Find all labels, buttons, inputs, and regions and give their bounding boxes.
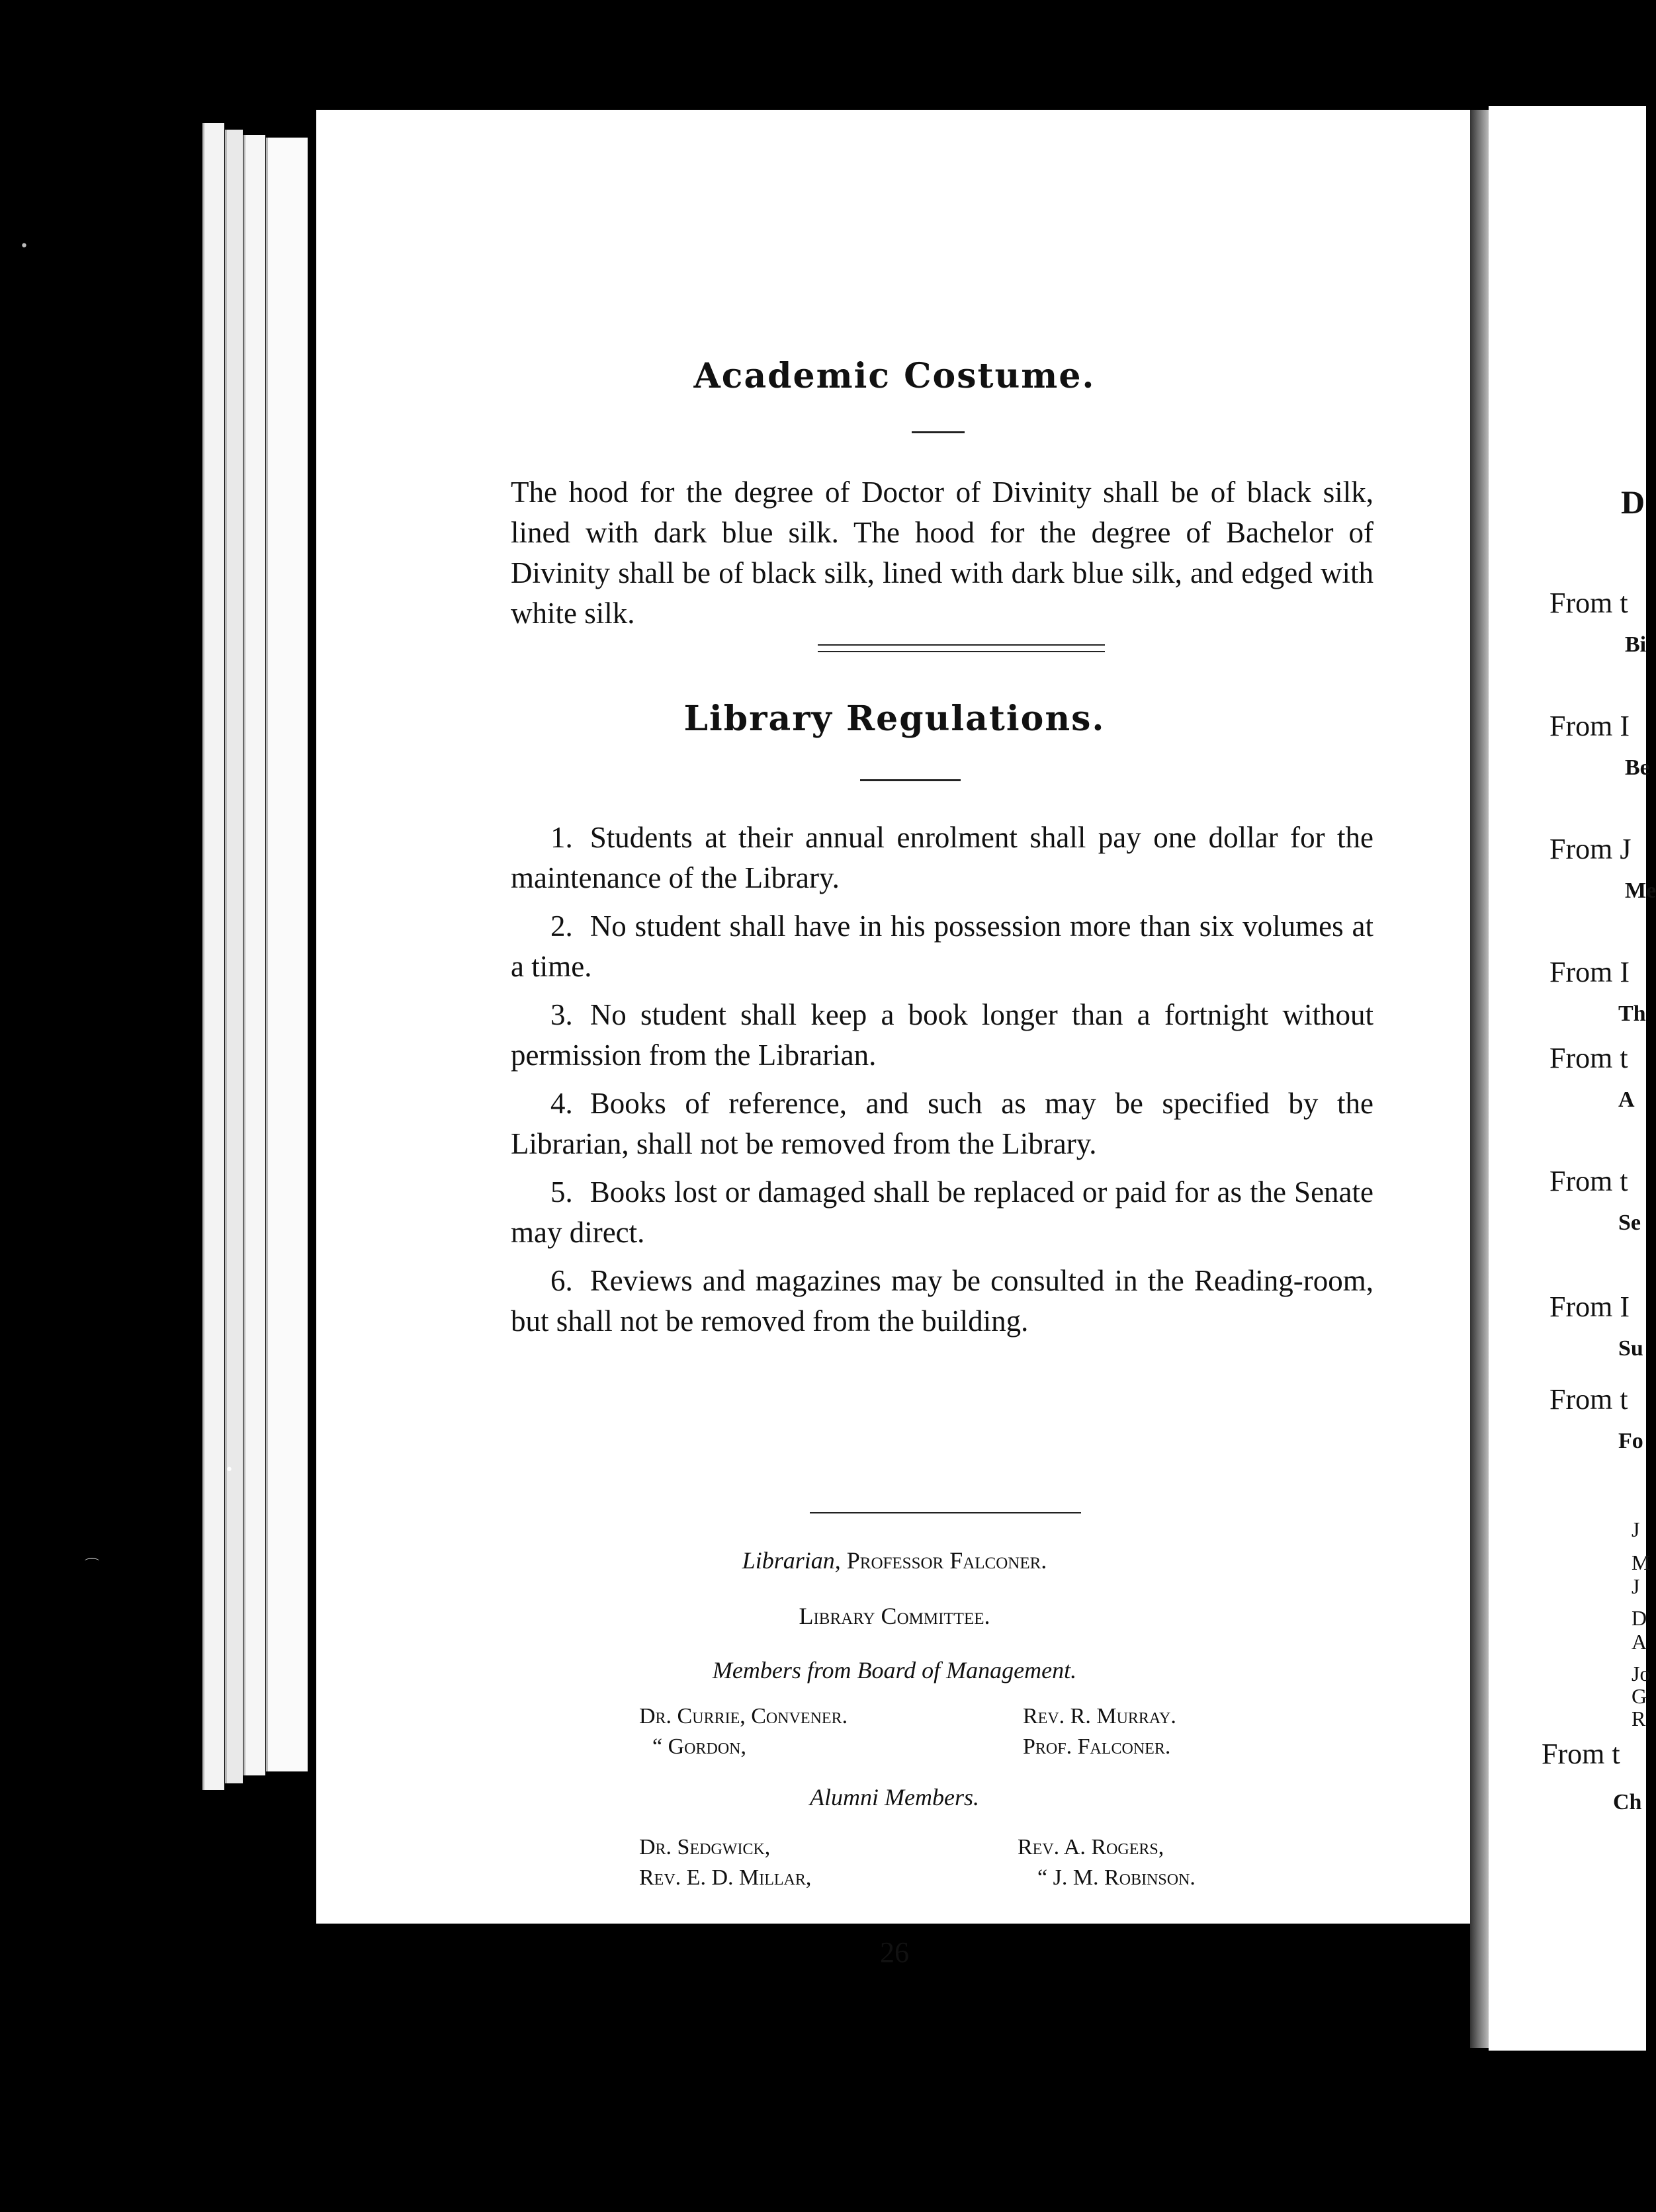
dust-speck: ⌒ (85, 1558, 100, 1574)
facing-line: Jo (1632, 1662, 1651, 1685)
rule-number: 1. (550, 821, 573, 854)
board-member: Dr. Currie, Convener. (639, 1704, 848, 1728)
facing-line: M (1632, 1551, 1651, 1574)
facing-line: J (1632, 1517, 1640, 1541)
facing-line: Me (1625, 878, 1656, 903)
heading-rule (860, 779, 961, 781)
facing-line: From t (1542, 1738, 1620, 1770)
board-member: Prof. Falconer. (1023, 1734, 1171, 1759)
facing-line: From I (1549, 710, 1630, 742)
book-gutter (1470, 110, 1489, 2048)
facing-line: A (1618, 1087, 1635, 1112)
facing-line: From t (1549, 587, 1628, 619)
page-number: 26 (880, 1936, 909, 1969)
facing-line: From t (1549, 1042, 1628, 1074)
facing-line: From I (1549, 956, 1630, 988)
facing-heading: D (1621, 484, 1645, 521)
library-committee-heading: Library Committee. (799, 1603, 990, 1629)
page-edge (202, 123, 224, 1790)
book-page (316, 110, 1473, 1969)
library-rule (511, 1172, 1373, 1253)
facing-line: From t (1549, 1165, 1628, 1197)
alumni-members-heading: Alumni Members. (810, 1784, 979, 1810)
facing-line: R (1632, 1707, 1646, 1730)
library-rule (511, 818, 1373, 898)
facing-line: Th (1618, 1001, 1646, 1026)
librarian-name: Professor Falconer. (846, 1547, 1047, 1574)
library-rule (511, 1084, 1373, 1164)
rule-text: No student shall have in his possession more than six volumes at a time. (511, 910, 1373, 983)
facing-line: Be (1625, 755, 1650, 780)
facing-line: D (1632, 1606, 1647, 1630)
library-rule (511, 995, 1373, 1076)
facing-line: Su (1618, 1336, 1643, 1361)
facing-line: G (1632, 1684, 1647, 1708)
rule-number: 6. (550, 1264, 573, 1297)
alumni-member: Rev. E. D. Millar, (639, 1865, 812, 1890)
section-divider (818, 644, 1105, 646)
facing-line: Bi (1625, 632, 1647, 657)
dust-speck: • (20, 238, 28, 255)
alumni-member: Dr. Sedgwick, (639, 1835, 771, 1859)
board-member: Rev. R. Murray. (1023, 1704, 1176, 1728)
section-divider (810, 1512, 1081, 1513)
board-member: “ Gordon, (652, 1734, 746, 1759)
board-members-heading: Members from Board of Management. (712, 1657, 1077, 1683)
rule-text: Books of reference, and such as may be specified by the Librarian, shall not be removed from the Library. (511, 1087, 1373, 1160)
academic-costume-heading: Academic Costume. (693, 356, 1096, 396)
rule-number: 5. (550, 1175, 573, 1209)
facing-line: Se (1618, 1211, 1641, 1235)
dust-speck: • (225, 1462, 234, 1478)
facing-line: From I (1549, 1291, 1630, 1323)
librarian-line (316, 1547, 1473, 1574)
page-edge (243, 135, 265, 1775)
library-rule (511, 1261, 1373, 1341)
alumni-member: “ J. M. Robinson. (1037, 1865, 1196, 1890)
rule-text: Books lost or damaged shall be replaced or paid for as the Senate may direct. (511, 1175, 1373, 1249)
rule-text: No student shall keep a book longer than a fortnight without permission from the Librarian. (511, 998, 1373, 1072)
facing-line: From J (1549, 833, 1632, 865)
section-divider (818, 651, 1105, 652)
page-edge (266, 138, 308, 1771)
librarian-label: Librarian, (742, 1547, 841, 1574)
rule-number: 4. (550, 1087, 573, 1120)
facing-line: J (1632, 1574, 1640, 1598)
heading-rule (912, 431, 965, 433)
page-edge (225, 130, 243, 1783)
rule-text: Reviews and magazines may be consulted in the Reading-room, but shall not be removed from the building. (511, 1264, 1373, 1338)
facing-line: From t (1549, 1383, 1628, 1416)
facing-line: Ch (1613, 1790, 1642, 1814)
facing-line: Fo (1618, 1429, 1643, 1453)
rule-number: 2. (550, 910, 573, 943)
library-regulations-heading: Library Regulations. (683, 699, 1106, 739)
alumni-member: Rev. A. Rogers, (1018, 1835, 1164, 1859)
library-rule (511, 906, 1373, 987)
rule-number: 3. (550, 998, 573, 1031)
facing-line: A (1632, 1630, 1647, 1654)
facing-page (1489, 106, 1656, 2051)
rule-text: Students at their annual enrolment shall pay one dollar for the maintenance of the Library. (511, 821, 1373, 894)
academic-costume-text: The hood for the degree of Doctor of Divinity shall be of black silk, lined with dark blue silk. The hood for the degree of Bachelor of Divinity shall be of black silk, lined with dark blue silk, and edged with white silk. (511, 476, 1373, 630)
